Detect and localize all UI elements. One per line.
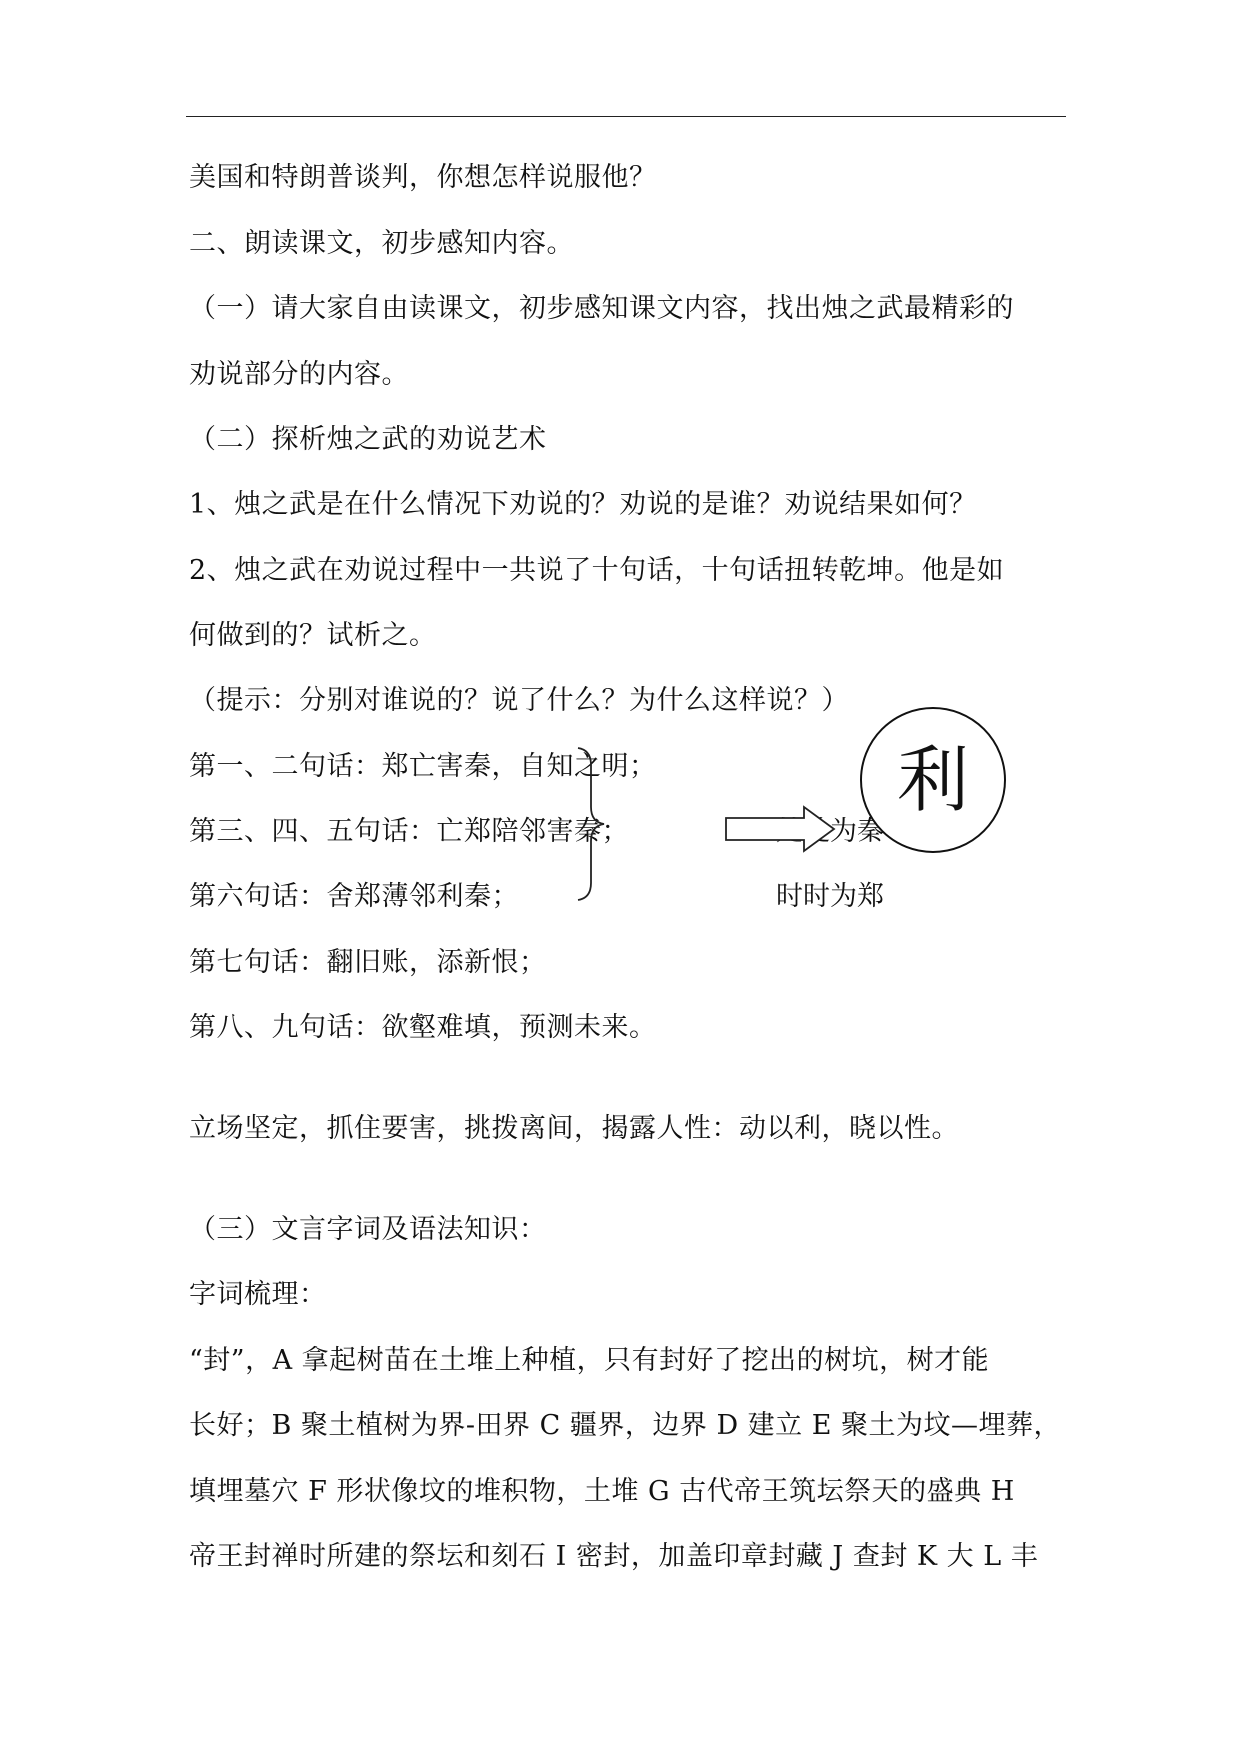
question-2: 2、烛之武在劝说过程中一共说了十句话，十句话扭转乾坤。他是如 — [189, 555, 1005, 586]
subsection-heading-2: （二）探析烛之武的劝说艺术 — [189, 424, 547, 455]
summary-line: 立场坚定，抓住要害，挑拨离间，揭露人性：动以利，晓以性。 — [189, 1113, 959, 1144]
vocab-line-2: 长好；B 聚土植树为界-田界 C 疆界，边界 D 建立 E 聚土为坟—埋葬， — [189, 1410, 1062, 1441]
sentence-item-4: 第七句话：翻旧账，添新恨； — [189, 947, 547, 978]
text-line-8: 何做到的？试析之。 — [189, 620, 437, 651]
vocab-line-3: 填埋墓穴 F 形状像坟的堆积物，土堆 G 古代帝王筑坛祭天的盛典 H — [189, 1476, 1015, 1507]
vocab-line-1: “封”，A 拿起树苗在土堆上种植，只有封好了挖出的树坑，树才能 — [189, 1345, 990, 1376]
diagram-right-line-2: 时时为郑 — [776, 881, 884, 912]
sentence-item-5: 第八、九句话：欲壑难填，预测未来。 — [189, 1012, 657, 1043]
sentence-item-3: 第六句话：舍郑薄邻利秦； — [189, 881, 519, 912]
subsection-heading-1: （一）请大家自由读课文，初步感知课文内容，找出烛之武最精彩的 — [189, 293, 1014, 324]
li-circle-badge — [860, 707, 1006, 853]
section-heading-2: 二、朗读课文，初步感知内容。 — [189, 228, 574, 259]
sentence-item-1: 第一、二句话：郑亡害秦，自知之明； — [189, 751, 657, 782]
curly-brace — [572, 745, 606, 903]
vocab-heading: 字词梳理： — [189, 1279, 327, 1310]
question-1: 1、烛之武是在什么情况下劝说的？劝说的是谁？劝说结果如何？ — [189, 489, 977, 520]
right-arrow-icon — [724, 805, 836, 853]
header-rule — [186, 116, 1066, 117]
text-line-1: 美国和特朗普谈判，你想怎样说服他？ — [189, 162, 657, 193]
text-line-4: 劝说部分的内容。 — [189, 359, 409, 390]
subsection-heading-3: （三）文言字词及语法知识： — [189, 1214, 547, 1245]
li-character: 利 — [896, 738, 969, 822]
hint-line: （提示：分别对谁说的？说了什么？为什么这样说？） — [189, 685, 849, 716]
vocab-line-4: 帝王封禅时所建的祭坛和刻石 I 密封，加盖印章封藏 J 查封 K 大 L 丰 — [189, 1541, 1039, 1572]
sentence-item-2: 第三、四、五句话：亡郑陪邻害秦； — [189, 816, 629, 847]
